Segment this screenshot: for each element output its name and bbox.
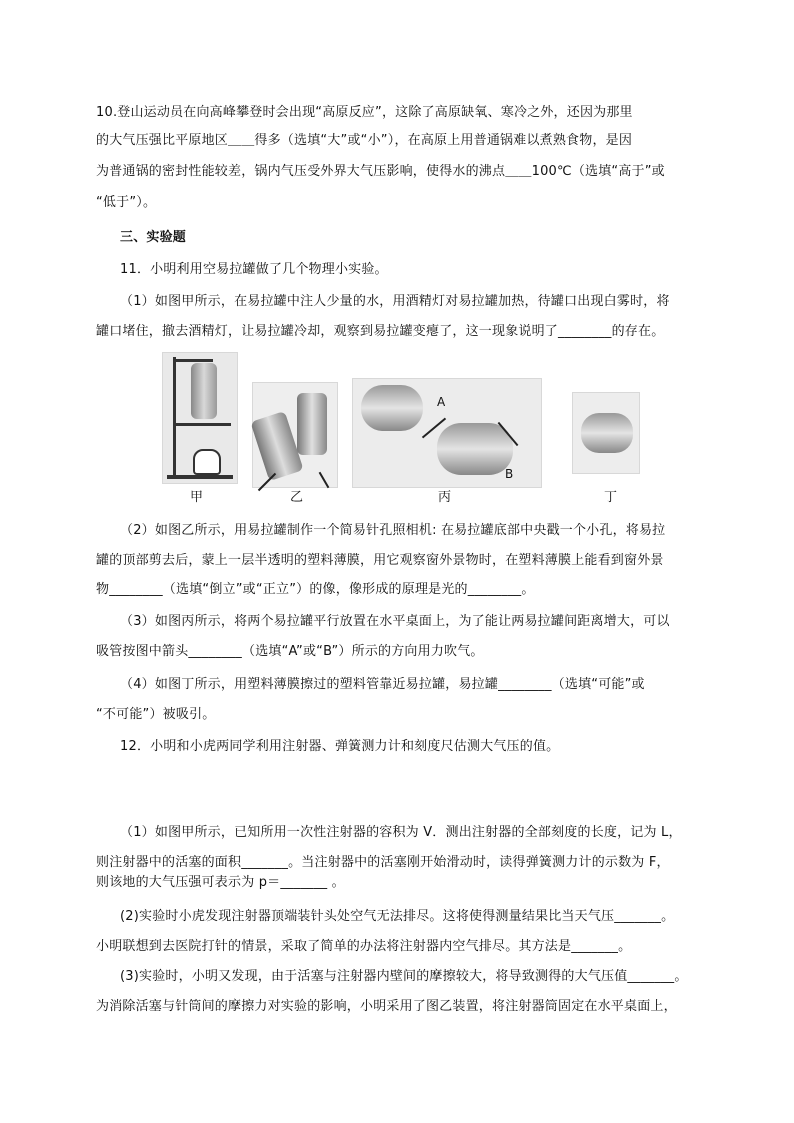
figure-strip <box>162 352 640 505</box>
figure-ding-photo <box>572 392 640 474</box>
text-line: 物________（选填“倒立”或“正立”）的像，像形成的原理是光的________。 <box>96 582 535 597</box>
text-line: （4）如图丁所示，用塑料薄膜擦过的塑料管靠近易拉罐，易拉罐________（选填“可能”或 <box>120 677 645 692</box>
question-12: 12．小明和小虎两同学利用注射器、弹簧测力计和刻度尺估测大气压的值。 <box>120 739 560 754</box>
figure-bing-photo <box>352 378 542 488</box>
figure-yi-photo <box>252 382 338 488</box>
text-line: （3）如图丙所示，将两个易拉罐平行放置在水平桌面上，为了能让两易拉罐间距离增大，可以 <box>120 614 670 629</box>
text-line: 则该地的大气压强可表示为 p＝_______ 。 <box>96 875 345 890</box>
text-line: 的大气压强比平原地区＿＿得多（选填“大”或“小”），在高原上用普通锅难以煮熟食物，是因 <box>96 133 633 148</box>
text-line: (3)实验时，小明又发现，由于活塞与注射器内壁间的摩擦较大，将导致测得的大气压值_______。 <box>120 969 688 984</box>
arrow-b-label: B <box>505 467 514 481</box>
text-line: 10.登山运动员在向高峰攀登时会出现“高原反应”，这除了高原缺氧、寒冷之外，还因为那里 <box>96 105 633 120</box>
figure-caption-bing: 丙 <box>438 490 452 505</box>
figure-caption-jia: 甲 <box>190 490 204 505</box>
text-line: “低于”）。 <box>96 195 157 210</box>
text-line: （2）如图乙所示，用易拉罐制作一个简易针孔照相机: 在易拉罐底部中央戳一个小孔，将易拉 <box>120 523 666 538</box>
figure-caption-yi: 乙 <box>290 490 304 505</box>
text-line: （1）如图甲所示，已知所用一次性注射器的容积为 V．测出注射器的全部刻度的长度，记为 L， <box>120 825 682 840</box>
arrow-a-label: A <box>437 395 446 409</box>
figure-caption-ding: 丁 <box>604 490 618 505</box>
text-line: (2)实验时小虎发现注射器顶端装针头处空气无法排尽。这将使得测量结果比当天气压_______。 <box>120 909 675 924</box>
figure-jia-photo <box>162 352 238 484</box>
text-line: 则注射器中的活塞的面积_______。当注射器中的活塞刚开始滑动时，读得弹簧测力计的示数为 F， <box>96 855 670 870</box>
question-11: 11．小明利用空易拉罐做了几个物理小实验。 <box>120 262 388 277</box>
text-line: 罐口堵住，撤去酒精灯，让易拉罐冷却，观察到易拉罐变瘪了，这一现象说明了________的存在。 <box>96 324 665 339</box>
text-line: “不可能”）被吸引。 <box>96 707 216 722</box>
section-heading: 三、实验题 <box>120 230 187 245</box>
text-line: 为消除活塞与针筒间的摩擦力对实验的影响，小明采用了图乙装置，将注射器筒固定在水平桌面上， <box>96 999 677 1014</box>
text-line: 吸管按图中箭头________（选填“A”或“B”）所示的方向用力吹气。 <box>96 644 484 659</box>
text-line: （1）如图甲所示，在易拉罐中注人少量的水，用酒精灯对易拉罐加热，待罐口出现白雾时，将 <box>120 294 670 309</box>
text-line: 为普通锅的密封性能较差，锅内气压受外界大气压影响，使得水的沸点＿＿100℃（选填“高于”或 <box>96 164 665 179</box>
text-line: 小明联想到去医院打针的情景，采取了简单的办法将注射器内空气排尽。其方法是_______。 <box>96 939 632 954</box>
text-line: 罐的顶部剪去后，蒙上一层半透明的塑料薄膜，用它观察窗外景物时，在塑料薄膜上能看到窗外景 <box>96 553 664 568</box>
